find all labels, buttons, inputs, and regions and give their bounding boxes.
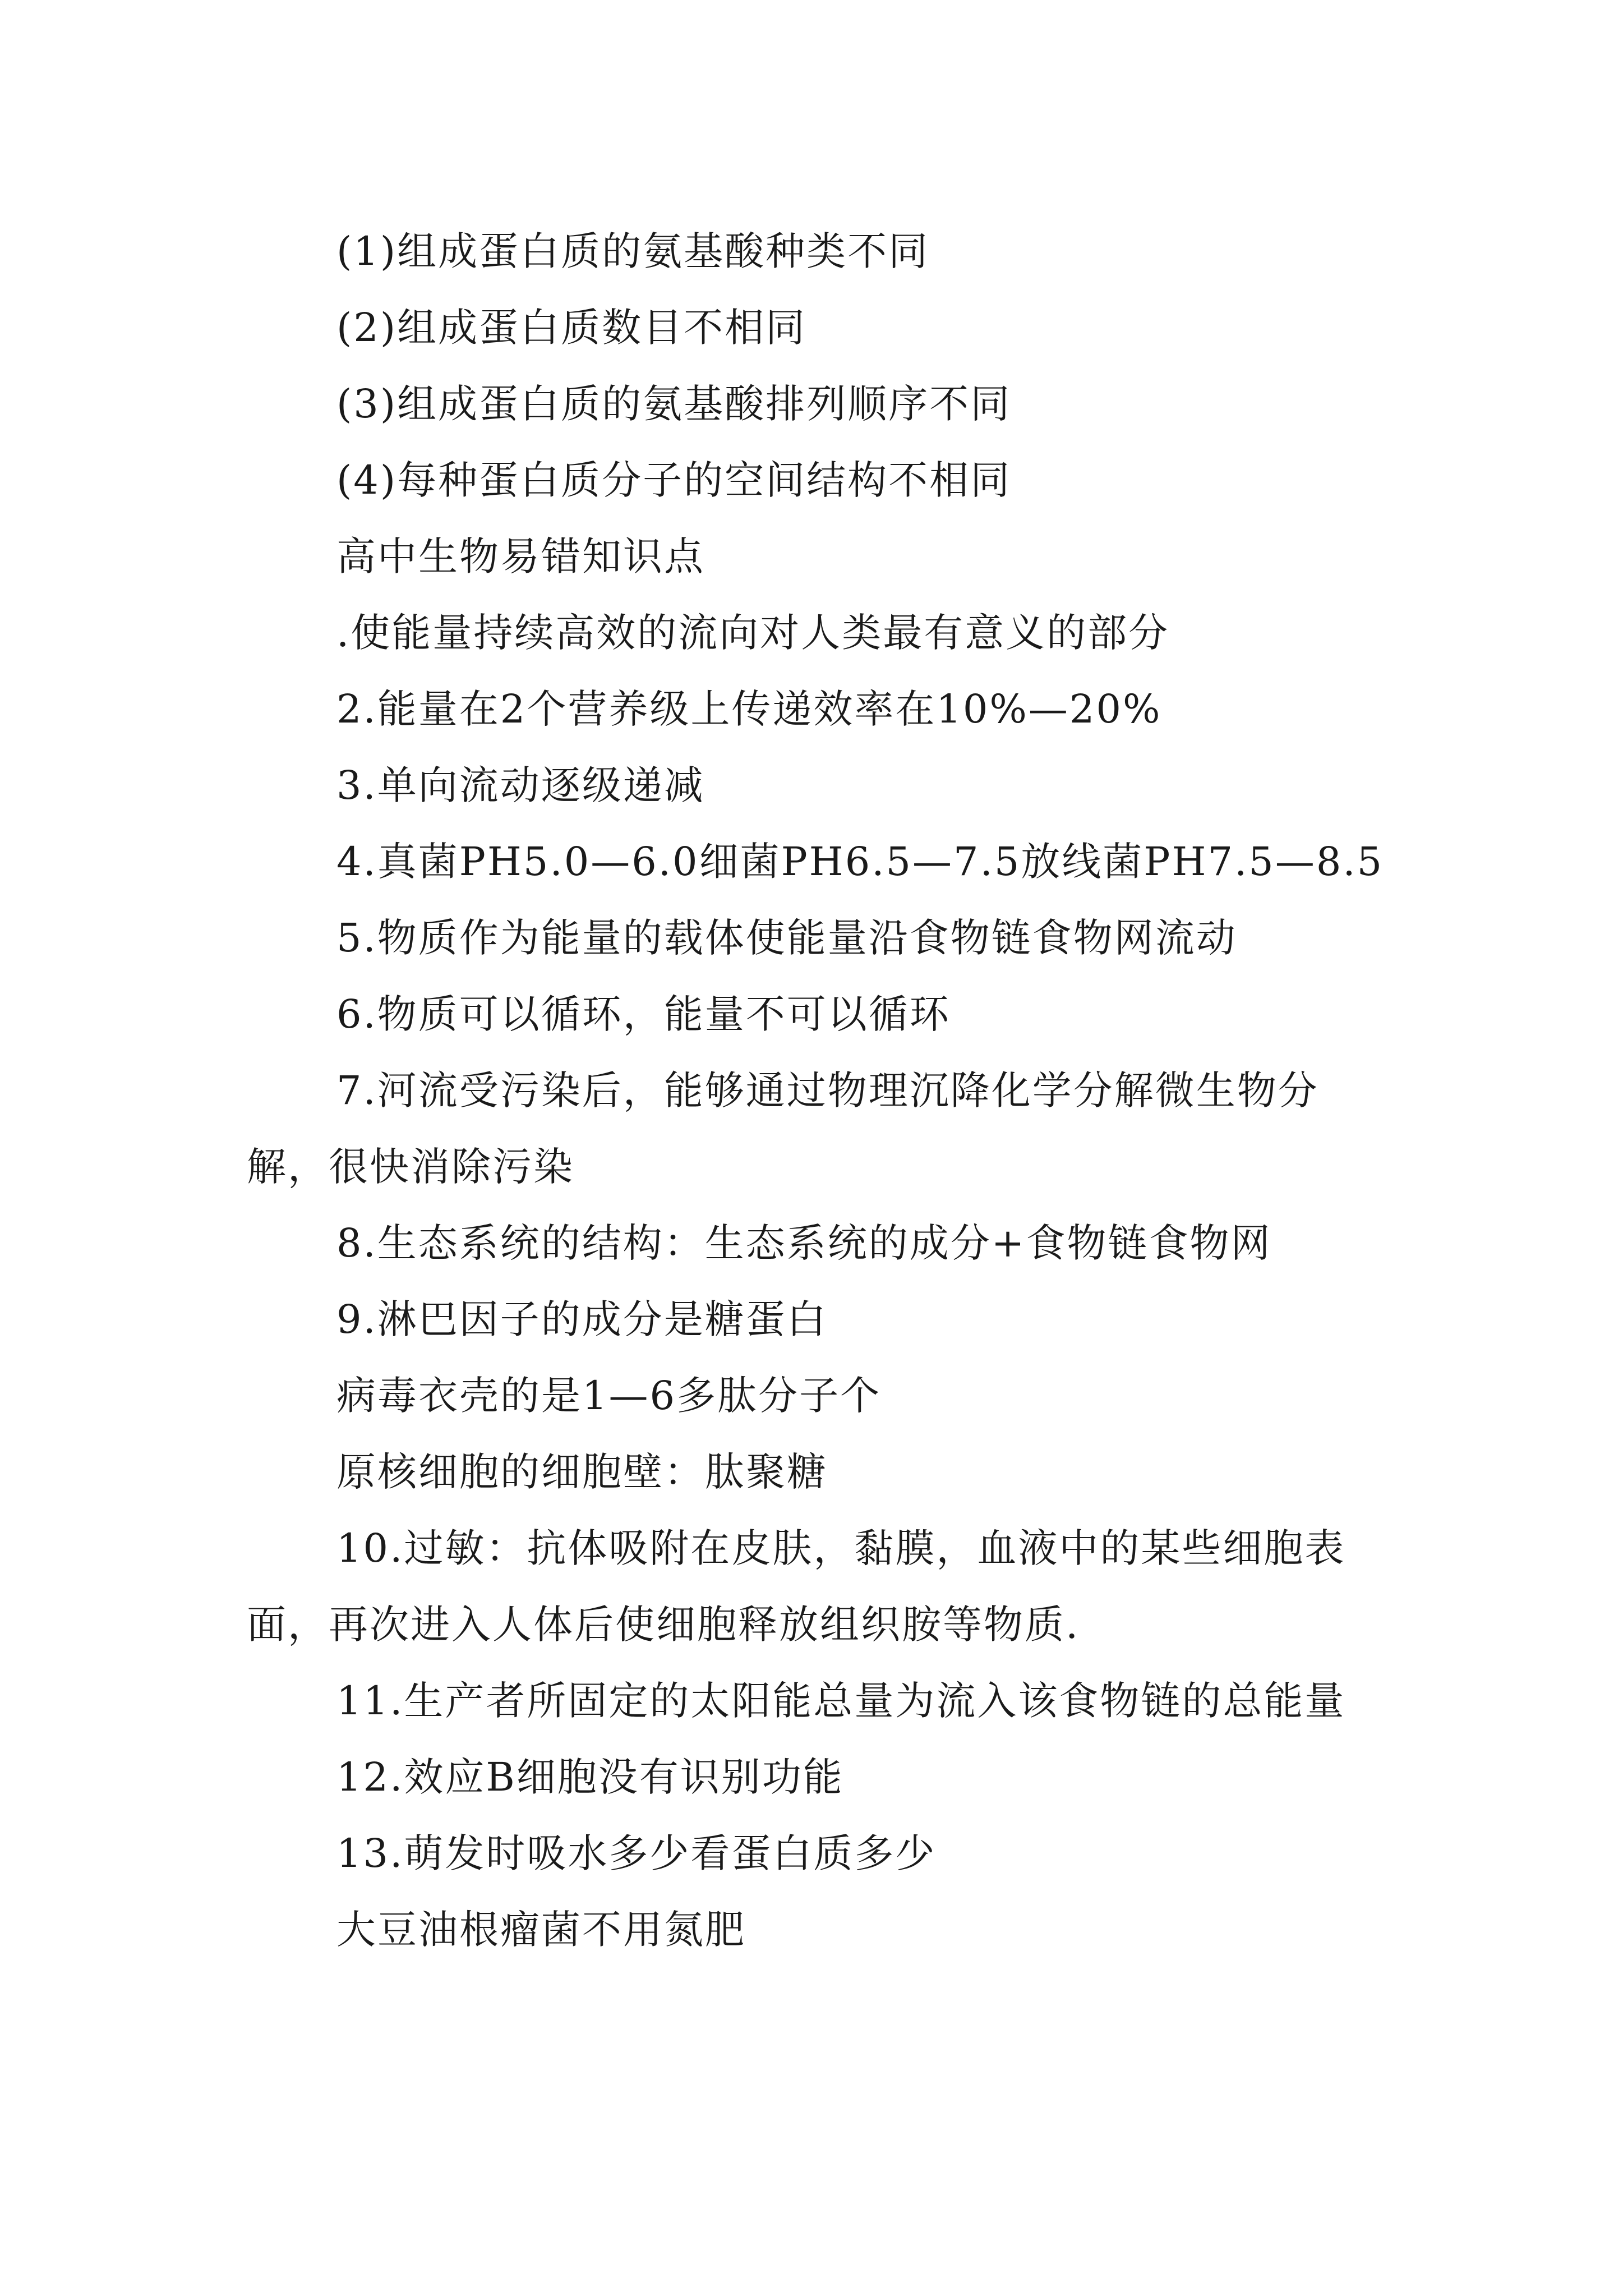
document-body (247, 213, 1385, 1968)
paragraph-10: 5.物质作为能量的载体使能量沿食物链食物网流动 (336, 915, 1237, 961)
paragraph-18: 11.生产者所固定的太阳能总量为流入该食物链的总能量 (336, 1678, 1346, 1724)
paragraph-6: .使能量持续高效的流向对人类最有意义的部分 (336, 610, 1170, 656)
paragraph-13: 8.生态系统的结构：生态系统的成分+食物链食物网 (336, 1220, 1272, 1266)
paragraph-21: 大豆油根瘤菌不用氮肥 (336, 1907, 746, 1953)
paragraph-9: 4.真菌PH5.0—6.0细菌PH6.5—7.5放线菌PH7.5—8.5 (336, 839, 1384, 885)
paragraph-12: 7.河流受污染后，能够通过物理沉降化学分解微生物分解，很快消除污染 (247, 1068, 1319, 1190)
paragraph-4: (4)每种蛋白质分子的空间结构不相同 (336, 457, 1012, 503)
paragraph-15: 病毒衣壳的是1—6多肽分子个 (336, 1373, 882, 1419)
paragraph-16: 原核细胞的细胞壁：肽聚糖 (336, 1449, 828, 1495)
paragraph-3: (3)组成蛋白质的氨基酸排列顺序不同 (336, 381, 1012, 427)
paragraph-1: (1)组成蛋白质的氨基酸种类不同 (336, 228, 930, 274)
paragraph-11: 6.物质可以循环，能量不可以循环 (336, 991, 951, 1037)
paragraph-7: 2.能量在2个营养级上传递效率在10%—20% (336, 686, 1162, 732)
paragraph-8: 3.单向流动逐级递减 (336, 762, 705, 808)
paragraph-17: 10.过敏：抗体吸附在皮肤，黏膜，血液中的某些细胞表面，再次进入人体后使细胞释放组织胺等物质. (247, 1525, 1346, 1648)
paragraph-2: (2)组成蛋白质数目不相同 (336, 305, 807, 351)
section-heading: 高中生物易错知识点 (336, 533, 705, 579)
paragraph-19: 12.效应B细胞没有识别功能 (336, 1754, 844, 1800)
paragraph-20: 13.萌发时吸水多少看蛋白质多少 (336, 1830, 937, 1876)
paragraph-14: 9.淋巴因子的成分是糖蛋白 (336, 1296, 828, 1342)
